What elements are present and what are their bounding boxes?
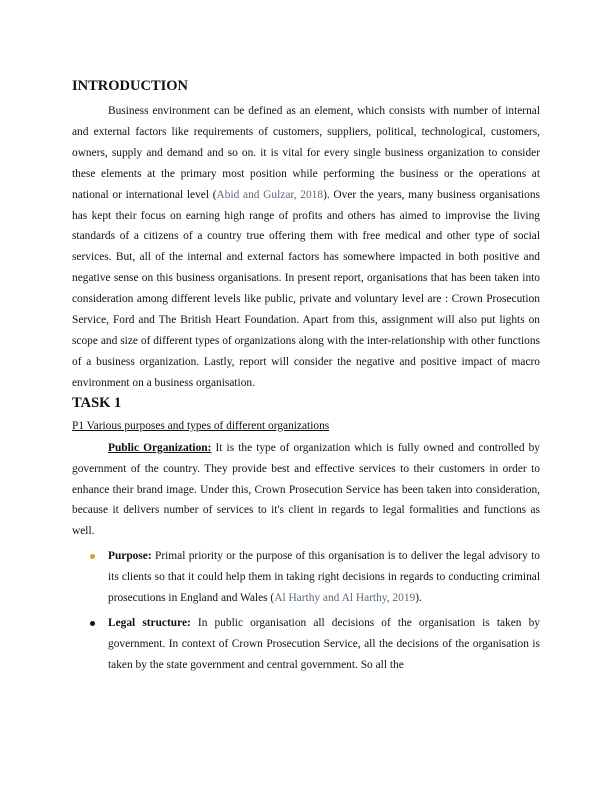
document-content [72,77,540,676]
public-organization-text: It is the type of organization which is fully owned and controlled by government of the country. They provide best and effective services to their customers in order to enhance their brand image. Under this, Crown Prosecution Service has been taken into consideration, because it delivers number of services to it's client in regards to legal formalities and functions as well. [72,441,541,538]
bullet-icon [90,621,95,626]
introduction-text-start: Business environment can be defined as an element, which consists with number of internal and external factors like requirements of customers, suppliers, political, technological, customers, owners, supply and demand and so on. it is vital for every single business organization to consider these elements at the primary most position while performing the business or the operations at national or international level ( [72,105,540,201]
public-organization-paragraph [72,438,540,543]
purpose-text-end: ). [415,592,422,605]
introduction-paragraph [72,101,540,394]
list-item-purpose [72,546,540,609]
public-organization-label: Public Organization: [108,441,212,454]
legal-structure-label: Legal structure: [108,616,191,629]
task1-subheading: P1 Various purposes and types of different organizations [72,419,330,432]
citation-al-harthy: Al Harthy and Al Harthy, 2019 [274,592,416,605]
introduction-text-end: ). Over the years, many business organisations has kept their focus on earning high range of profits and others has aimed to improvise the living standards of a citizens of a country true offering them with free medical and other type of social services. But, all of the internal and external factors has somewhere impacted in both positive and negative sense on this business organisations. In present report, organisations that has been taken into consideration among different levels like public, private and voluntary level are : Crown Prosecution Service, Ford and The British Heart Foundation. Apart from this, assignment will also put lights on scope and size of different types of organizations along with the inter-relationship with other functions of a business organization. Lastly, report will consider the negative and positive impact of macro environment on a business organisation. [72,188,540,389]
legal-structure-text: In public organisation all decisions of the organisation is taken by government. In context of Crown Prosecution Service, all the decisions of the organisation is taken by the state government and central government. So all the [108,616,541,671]
task1-heading: TASK 1 [72,394,122,411]
citation-abid-gulzar: Abid and Gulzar, 2018 [216,188,324,201]
list-item-legal-structure [72,613,540,676]
purpose-text: Primal priority or the purpose of this organisation is to deliver the legal advisory to its clients so that it could help them in taking right decisions in regards to conducting criminal prosecutions in England and Wales ( [108,550,540,605]
introduction-heading: INTRODUCTION [72,78,189,94]
purpose-label: Purpose: [108,550,152,563]
bullet-icon [90,554,95,559]
org-attributes-list [72,546,540,675]
